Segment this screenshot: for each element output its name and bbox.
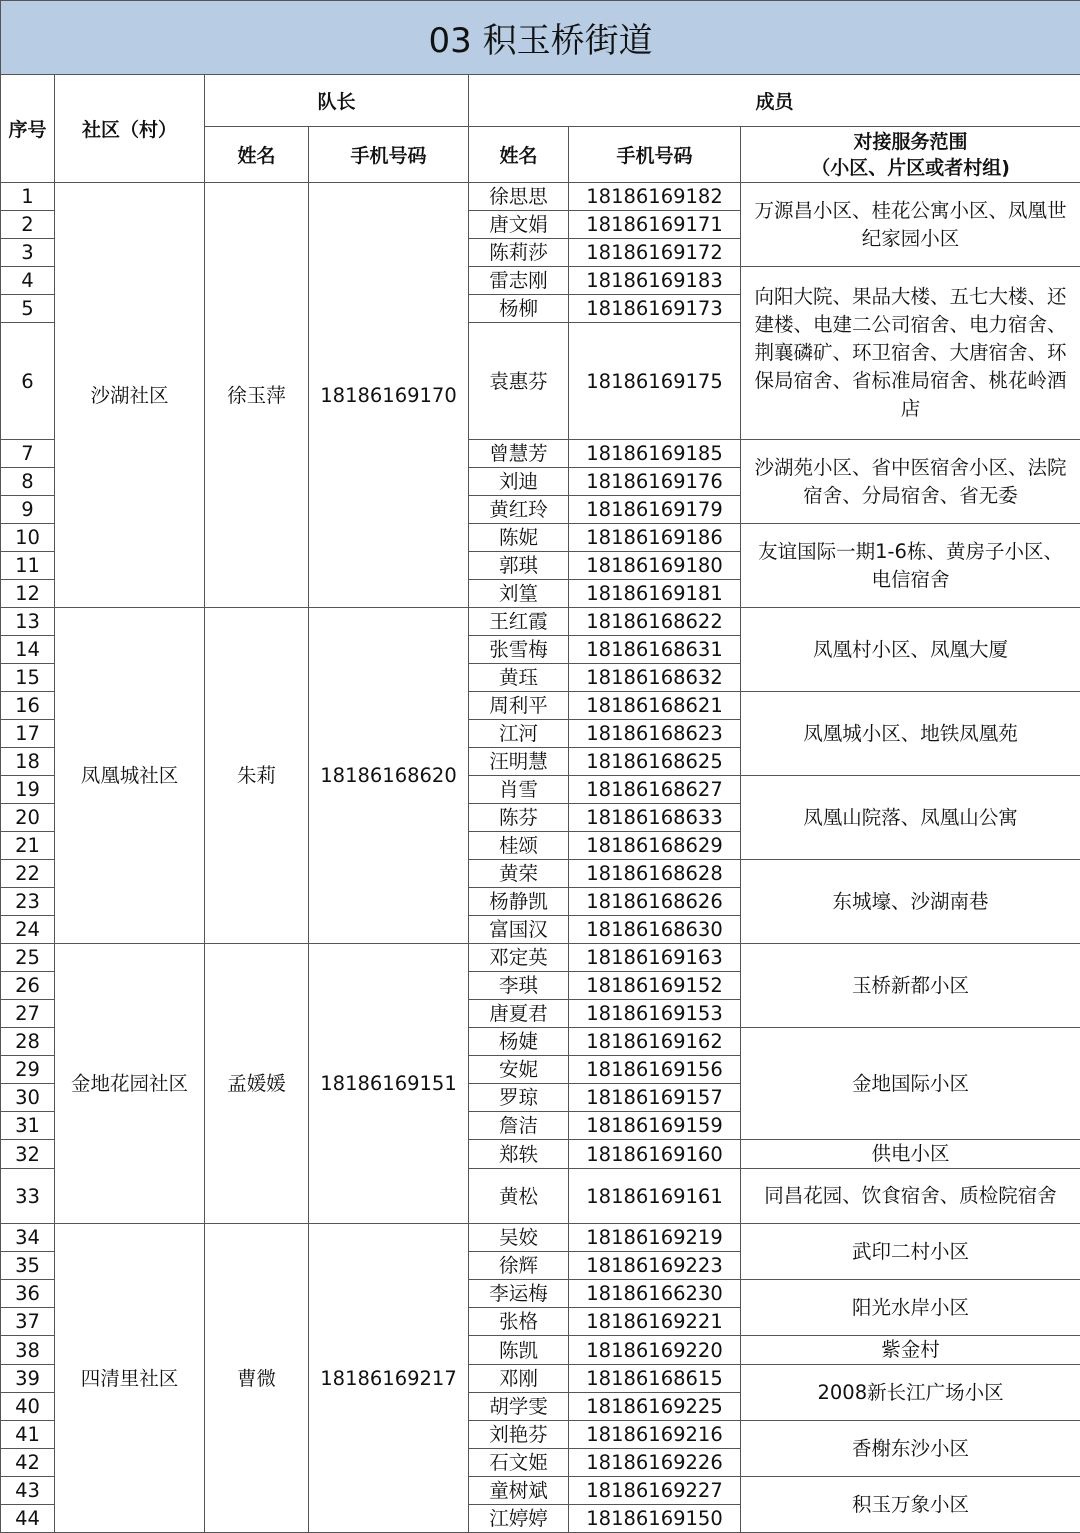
seq-cell: 17	[1, 720, 55, 748]
member-name: 童树斌	[469, 1477, 569, 1505]
header-seq: 序号	[1, 75, 55, 183]
seq-cell: 11	[1, 552, 55, 580]
service-scope: 金地国际小区	[741, 1028, 1080, 1140]
seq-cell: 10	[1, 524, 55, 552]
service-scope: 香榭东沙小区	[741, 1421, 1080, 1477]
member-phone: 18186169175	[569, 323, 741, 440]
member-phone: 18186169161	[569, 1169, 741, 1224]
service-scope: 紫金村	[741, 1336, 1080, 1365]
service-scope: 武印二村小区	[741, 1224, 1080, 1280]
seq-cell: 43	[1, 1477, 55, 1505]
service-scope: 供电小区	[741, 1140, 1080, 1169]
member-phone: 18186168621	[569, 692, 741, 720]
member-name: 刘迪	[469, 468, 569, 496]
service-scope: 凤凰山院落、凤凰山公寓	[741, 776, 1080, 860]
member-name: 袁惠芬	[469, 323, 569, 440]
member-name: 陈莉莎	[469, 239, 569, 267]
member-name: 杨静凯	[469, 888, 569, 916]
member-name: 胡学雯	[469, 1393, 569, 1421]
leader-phone: 18186168620	[309, 608, 469, 944]
seq-cell: 34	[1, 1224, 55, 1252]
service-scope: 2008新长江广场小区	[741, 1365, 1080, 1421]
member-phone: 18186169219	[569, 1224, 741, 1252]
seq-cell: 37	[1, 1308, 55, 1336]
member-name: 周利平	[469, 692, 569, 720]
seq-cell: 12	[1, 580, 55, 608]
member-phone: 18186169152	[569, 972, 741, 1000]
member-phone: 18186169182	[569, 183, 741, 211]
seq-cell: 40	[1, 1393, 55, 1421]
member-phone: 18186168632	[569, 664, 741, 692]
member-name: 陈妮	[469, 524, 569, 552]
member-name: 黄松	[469, 1169, 569, 1224]
member-phone: 18186168623	[569, 720, 741, 748]
seq-cell: 3	[1, 239, 55, 267]
community-name: 四清里社区	[55, 1224, 205, 1533]
seq-cell: 35	[1, 1252, 55, 1280]
member-phone: 18186169173	[569, 295, 741, 323]
member-phone: 18186169183	[569, 267, 741, 295]
seq-cell: 14	[1, 636, 55, 664]
member-phone: 18186168625	[569, 748, 741, 776]
member-phone: 18186169223	[569, 1252, 741, 1280]
leader-phone: 18186169217	[309, 1224, 469, 1533]
member-name: 邓刚	[469, 1365, 569, 1393]
member-name: 江河	[469, 720, 569, 748]
header-member-name: 姓名	[469, 127, 569, 183]
member-name: 唐文娟	[469, 211, 569, 239]
seq-cell: 21	[1, 832, 55, 860]
member-phone: 18186169220	[569, 1336, 741, 1365]
table-row	[1, 608, 1080, 636]
member-phone: 18186168629	[569, 832, 741, 860]
seq-cell: 18	[1, 748, 55, 776]
member-phone: 18186169176	[569, 468, 741, 496]
member-phone: 18186169156	[569, 1056, 741, 1084]
seq-cell: 31	[1, 1112, 55, 1140]
member-name: 江婷婷	[469, 1505, 569, 1533]
seq-cell: 8	[1, 468, 55, 496]
member-name: 郑轶	[469, 1140, 569, 1169]
page-title: 03 积玉桥街道	[1, 1, 1080, 75]
member-name: 刘艳芬	[469, 1421, 569, 1449]
service-scope: 阳光水岸小区	[741, 1280, 1080, 1336]
member-phone: 18186168631	[569, 636, 741, 664]
member-name: 陈凯	[469, 1336, 569, 1365]
community-name: 沙湖社区	[55, 183, 205, 608]
seq-cell: 32	[1, 1140, 55, 1169]
header-leader: 队长	[205, 75, 469, 127]
seq-cell: 24	[1, 916, 55, 944]
member-name: 罗琼	[469, 1084, 569, 1112]
service-scope: 积玉万象小区	[741, 1477, 1080, 1533]
member-name: 王红霞	[469, 608, 569, 636]
seq-cell: 33	[1, 1169, 55, 1224]
service-scope: 玉桥新都小区	[741, 944, 1080, 1028]
member-phone: 18186168630	[569, 916, 741, 944]
member-phone: 18186169186	[569, 524, 741, 552]
member-phone: 18186169226	[569, 1449, 741, 1477]
member-phone: 18186169180	[569, 552, 741, 580]
member-name: 张格	[469, 1308, 569, 1336]
seq-cell: 27	[1, 1000, 55, 1028]
service-scope: 友谊国际一期1-6栋、黄房子小区、 电信宿舍	[741, 524, 1080, 608]
seq-cell: 16	[1, 692, 55, 720]
member-name: 雷志刚	[469, 267, 569, 295]
member-phone: 18186169163	[569, 944, 741, 972]
member-phone: 18186169172	[569, 239, 741, 267]
member-name: 徐思思	[469, 183, 569, 211]
member-phone: 18186169162	[569, 1028, 741, 1056]
member-phone: 18186168615	[569, 1365, 741, 1393]
seq-cell: 30	[1, 1084, 55, 1112]
member-phone: 18186168633	[569, 804, 741, 832]
seq-cell: 19	[1, 776, 55, 804]
member-name: 张雪梅	[469, 636, 569, 664]
member-name: 李运梅	[469, 1280, 569, 1308]
member-name: 黄荣	[469, 860, 569, 888]
seq-cell: 7	[1, 440, 55, 468]
seq-cell: 15	[1, 664, 55, 692]
seq-cell: 20	[1, 804, 55, 832]
member-name: 杨柳	[469, 295, 569, 323]
table-row	[1, 183, 1080, 211]
member-name: 郭琪	[469, 552, 569, 580]
member-name: 黄珏	[469, 664, 569, 692]
member-name: 肖雪	[469, 776, 569, 804]
member-name: 吴姣	[469, 1224, 569, 1252]
seq-cell: 25	[1, 944, 55, 972]
member-name: 李琪	[469, 972, 569, 1000]
member-name: 安妮	[469, 1056, 569, 1084]
leader-phone: 18186169151	[309, 944, 469, 1224]
member-phone: 18186168628	[569, 860, 741, 888]
seq-cell: 5	[1, 295, 55, 323]
member-phone: 18186169216	[569, 1421, 741, 1449]
service-scope: 东城壕、沙湖南巷	[741, 860, 1080, 944]
member-name: 邓定英	[469, 944, 569, 972]
seq-cell: 44	[1, 1505, 55, 1533]
seq-cell: 22	[1, 860, 55, 888]
member-phone: 18186169150	[569, 1505, 741, 1533]
member-phone: 18186169159	[569, 1112, 741, 1140]
seq-cell: 29	[1, 1056, 55, 1084]
leader-name: 孟媛媛	[205, 944, 309, 1224]
leader-name: 曹微	[205, 1224, 309, 1533]
member-name: 徐辉	[469, 1252, 569, 1280]
member-name: 陈芬	[469, 804, 569, 832]
service-scope: 沙湖苑小区、省中医宿舍小区、法院 宿舍、分局宿舍、省无委	[741, 440, 1080, 524]
header-leader-phone: 手机号码	[309, 127, 469, 183]
seq-cell: 1	[1, 183, 55, 211]
community-name: 凤凰城社区	[55, 608, 205, 944]
seq-cell: 42	[1, 1449, 55, 1477]
member-phone: 18186169221	[569, 1308, 741, 1336]
table-row	[1, 1224, 1080, 1252]
service-scope: 凤凰城小区、地铁凤凰苑	[741, 692, 1080, 776]
member-name: 詹洁	[469, 1112, 569, 1140]
member-phone: 18186169227	[569, 1477, 741, 1505]
member-name: 富国汉	[469, 916, 569, 944]
header-member-phone: 手机号码	[569, 127, 741, 183]
member-phone: 18186166230	[569, 1280, 741, 1308]
member-phone: 18186168627	[569, 776, 741, 804]
member-name: 汪明慧	[469, 748, 569, 776]
seq-cell: 13	[1, 608, 55, 636]
table-row	[1, 944, 1080, 972]
leader-name: 徐玉萍	[205, 183, 309, 608]
member-name: 杨婕	[469, 1028, 569, 1056]
header-leader-name: 姓名	[205, 127, 309, 183]
member-name: 唐夏君	[469, 1000, 569, 1028]
service-scope: 凤凰村小区、凤凰大厦	[741, 608, 1080, 692]
member-name: 石文姫	[469, 1449, 569, 1477]
leader-name: 朱莉	[205, 608, 309, 944]
member-phone: 18186168622	[569, 608, 741, 636]
header-scope: 对接服务范围 （小区、片区或者村组)	[741, 127, 1080, 183]
member-name: 黄红玲	[469, 496, 569, 524]
seq-cell: 4	[1, 267, 55, 295]
member-phone: 18186169171	[569, 211, 741, 239]
member-phone: 18186169157	[569, 1084, 741, 1112]
service-scope: 向阳大院、果品大楼、五七大楼、还 建楼、电建二公司宿舍、电力宿舍、 荆襄磷矿、环卫宿舍、大唐宿舍、环 保局宿舍、省标准局宿舍、桃花岭酒 店	[741, 267, 1080, 440]
member-phone: 18186168626	[569, 888, 741, 916]
member-phone: 18186169179	[569, 496, 741, 524]
seq-cell: 36	[1, 1280, 55, 1308]
header-community: 社区（村）	[55, 75, 205, 183]
member-phone: 18186169185	[569, 440, 741, 468]
member-phone: 18186169153	[569, 1000, 741, 1028]
member-name: 曾慧芳	[469, 440, 569, 468]
community-name: 金地花园社区	[55, 944, 205, 1224]
service-scope: 万源昌小区、桂花公寓小区、凤凰世 纪家园小区	[741, 183, 1080, 267]
seq-cell: 6	[1, 323, 55, 440]
member-phone: 18186169225	[569, 1393, 741, 1421]
member-phone: 18186169181	[569, 580, 741, 608]
seq-cell: 41	[1, 1421, 55, 1449]
header-members: 成员	[469, 75, 1080, 127]
member-name: 桂颂	[469, 832, 569, 860]
seq-cell: 26	[1, 972, 55, 1000]
member-name: 刘篁	[469, 580, 569, 608]
service-scope: 同昌花园、饮食宿舍、质检院宿舍	[741, 1169, 1080, 1224]
seq-cell: 9	[1, 496, 55, 524]
seq-cell: 23	[1, 888, 55, 916]
roster-body	[1, 183, 1080, 1533]
seq-cell: 38	[1, 1336, 55, 1365]
seq-cell: 39	[1, 1365, 55, 1393]
member-phone: 18186169160	[569, 1140, 741, 1169]
seq-cell: 28	[1, 1028, 55, 1056]
leader-phone: 18186169170	[309, 183, 469, 608]
seq-cell: 2	[1, 211, 55, 239]
